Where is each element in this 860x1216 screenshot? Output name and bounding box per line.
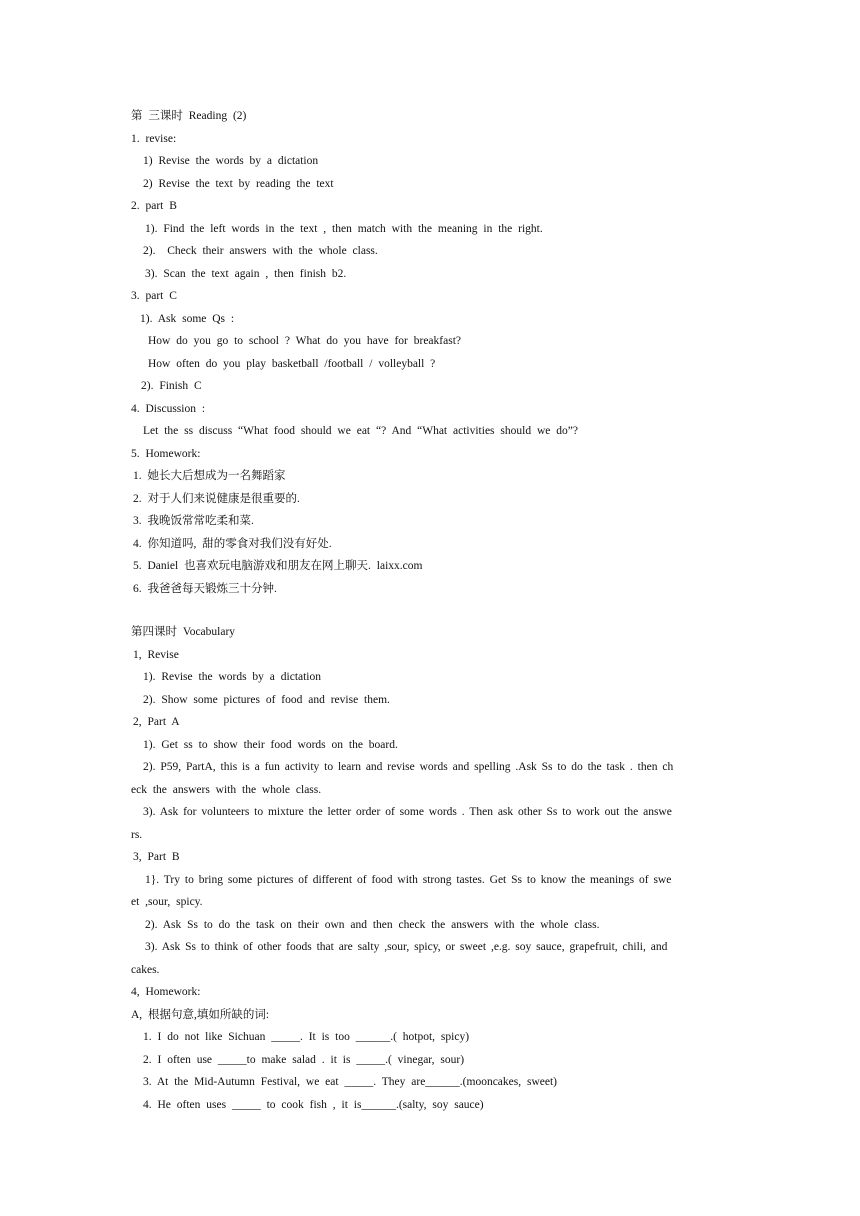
lesson3-line: 2) Revise the text by reading the text bbox=[143, 178, 334, 190]
lesson3-title: 第 三课时 Reading (2) bbox=[131, 110, 247, 122]
lesson4-line: et ,sour, spicy. bbox=[131, 896, 203, 908]
lesson4-line: eck the answers with the whole class. bbox=[131, 784, 322, 796]
lesson3-line: 5. Daniel 也喜欢玩电脑游戏和朋友在网上聊天. laixx.com bbox=[133, 560, 423, 572]
lesson3-line: How do you go to school ? What do you have for breakfast? bbox=[148, 335, 461, 347]
lesson3-line: 1. revise: bbox=[131, 133, 177, 145]
lesson4-line: 2). P59, PartA, this is a fun activity to learn and revise words and spelling .Ask Ss to do the task . then ch bbox=[143, 761, 674, 773]
lesson4-line: 1. I do not like Sichuan _____. It is too ______.( hotpot, spicy) bbox=[143, 1031, 470, 1043]
lesson4-line: 4, Homework: bbox=[131, 986, 201, 998]
lesson3-line: 1). Find the left words in the text , then match with the meaning in the right. bbox=[145, 223, 543, 235]
lesson3-line: 1) Revise the words by a dictation bbox=[143, 155, 319, 167]
lesson4-line: 2). Show some pictures of food and revise them. bbox=[143, 694, 390, 706]
lesson3-line: 2. part B bbox=[131, 200, 177, 212]
lesson3-line: 4. 你知道吗, 甜的零食对我们没有好处. bbox=[133, 538, 332, 550]
lesson4-line: 3, Part B bbox=[133, 851, 180, 863]
lesson3-line: How often do you play basketball /football / volleyball ? bbox=[148, 358, 436, 370]
lesson4-line: 2, Part A bbox=[133, 716, 180, 728]
lesson4-line: 4. He often uses _____ to cook fish , it is______.(salty, soy sauce) bbox=[143, 1099, 484, 1111]
lesson4-line: A, 根据句意,填如所缺的词: bbox=[131, 1009, 270, 1021]
lesson3-line: 6. 我爸爸每天锻炼三十分钟. bbox=[133, 583, 277, 595]
lesson4-line: 1). Revise the words by a dictation bbox=[143, 671, 322, 683]
lesson3-line: 5. Homework: bbox=[131, 448, 201, 460]
lesson4-line: 1}. Try to bring some pictures of different of food with strong tastes. Get Ss to know the meanings of swe bbox=[145, 874, 672, 886]
lesson4-line: rs. bbox=[131, 829, 143, 841]
lesson4-title: 第四课时 Vocabulary bbox=[131, 626, 236, 638]
lesson4-line: 3). Ask for volunteers to mixture the letter order of some words . Then ask other Ss to work out the answe bbox=[143, 806, 672, 818]
lesson4-line: 1). Get ss to show their food words on the board. bbox=[143, 739, 398, 751]
lesson3-line: 4. Discussion : bbox=[131, 403, 206, 415]
lesson4-line: 1, Revise bbox=[133, 649, 179, 661]
lesson4-line: 2. I often use _____to make salad . it is _____.( vinegar, sour) bbox=[143, 1054, 465, 1066]
lesson3-line: 2). Check their answers with the whole class. bbox=[143, 245, 378, 257]
lesson3-line: 2). Finish C bbox=[141, 380, 202, 392]
lesson3-line: 3. part C bbox=[131, 290, 177, 302]
lesson3-line: Let the ss discuss “What food should we eat “? And “What activities should we do”? bbox=[143, 425, 578, 437]
lesson3-line: 3). Scan the text again , then finish b2. bbox=[145, 268, 347, 280]
lesson3-line: 1. 她长大后想成为一名舞蹈家 bbox=[133, 470, 286, 482]
lesson4-line: 3. At the Mid-Autumn Festival, we eat _____. They are______.(mooncakes, sweet) bbox=[143, 1076, 557, 1088]
lesson3-line: 1). Ask some Qs : bbox=[140, 313, 235, 325]
lesson4-line: 2). Ask Ss to do the task on their own and then check the answers with the whole class. bbox=[145, 919, 600, 931]
lesson4-line: cakes. bbox=[131, 964, 160, 976]
lesson3-line: 2. 对于人们来说健康是很重要的. bbox=[133, 493, 300, 505]
lesson3-line: 3. 我晚饭常常吃柔和菜. bbox=[133, 515, 254, 527]
lesson4-line: 3). Ask Ss to think of other foods that are salty ,sour, spicy, or sweet ,e.g. soy sauce, grapefruit, chili, and bbox=[145, 941, 668, 953]
